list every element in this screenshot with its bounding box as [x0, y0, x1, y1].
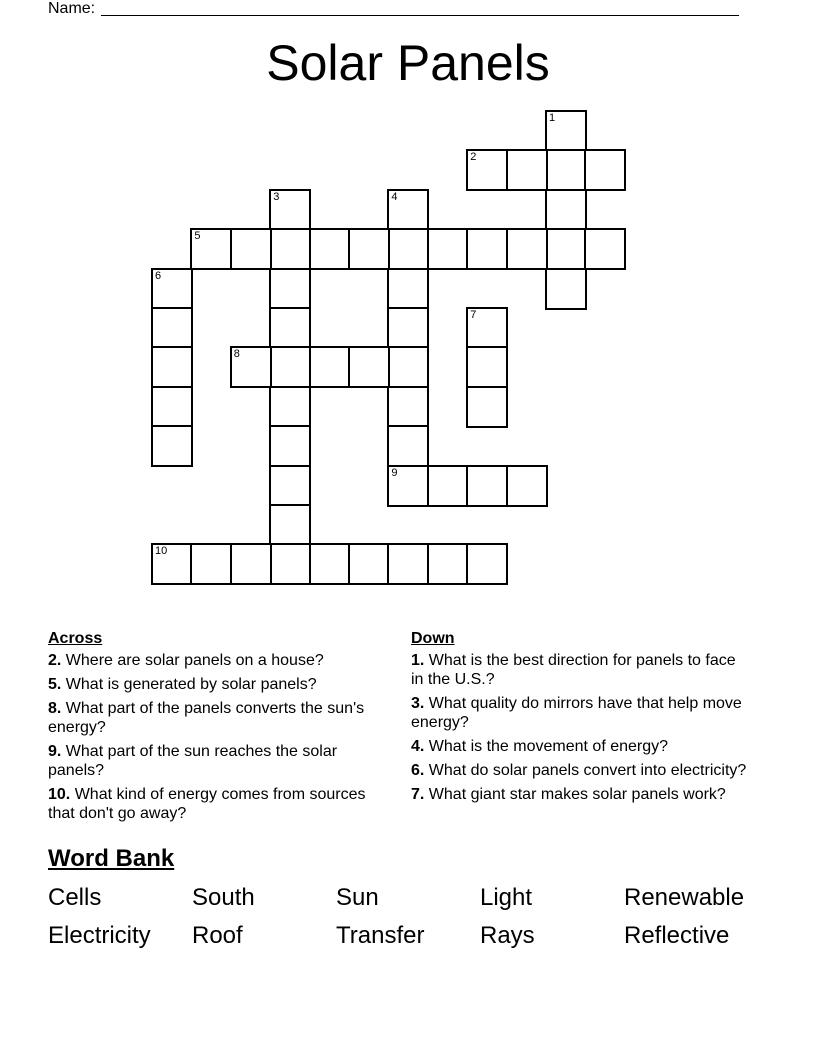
clue-number: 6.: [411, 762, 425, 779]
word-bank-word: Sun: [336, 884, 379, 911]
crossword-cell[interactable]: [545, 189, 587, 231]
word-bank-word: Renewable: [624, 884, 745, 911]
crossword-cell[interactable]: [584, 228, 626, 270]
crossword-cell[interactable]: [151, 386, 193, 428]
crossword-cell[interactable]: [387, 346, 429, 388]
cell-number: 5: [194, 230, 201, 243]
clue-across-10: [48, 785, 383, 823]
crossword-cell[interactable]: [387, 307, 429, 349]
word-bank-word: Rays: [480, 922, 535, 949]
crossword-cell[interactable]: [230, 543, 272, 585]
crossword-cell[interactable]: [545, 110, 587, 152]
cell-number: 6: [155, 269, 162, 282]
word-bank-word: South: [192, 884, 255, 911]
crossword-cell[interactable]: [545, 228, 587, 270]
crossword-cell[interactable]: [230, 228, 272, 270]
clue-down-6: [411, 761, 751, 780]
across-clues: [48, 629, 383, 828]
across-heading: Across: [48, 630, 103, 647]
clue-number: 8.: [48, 700, 62, 717]
crossword-cell[interactable]: [387, 228, 429, 270]
crossword-cell[interactable]: [190, 543, 232, 585]
crossword-cell[interactable]: [348, 346, 390, 388]
crossword-cell[interactable]: [269, 504, 311, 546]
crossword-cell[interactable]: [466, 543, 508, 585]
crossword-cell[interactable]: [387, 268, 429, 310]
cell-number: 4: [391, 190, 398, 203]
word-bank-title: Word Bank: [48, 845, 175, 872]
clue-number: 3.: [411, 695, 425, 712]
name-label: Name:: [48, 0, 96, 17]
crossword-cell[interactable]: [269, 189, 311, 231]
crossword-cell[interactable]: [269, 425, 311, 467]
crossword-cell[interactable]: [309, 543, 351, 585]
crossword-cell[interactable]: [269, 346, 311, 388]
crossword-cell[interactable]: [269, 307, 311, 349]
crossword-cell[interactable]: [427, 228, 469, 270]
crossword-cell[interactable]: [545, 268, 587, 310]
clue-number: 9.: [48, 743, 62, 760]
clue-text: Where are solar panels on a house?: [65, 652, 324, 669]
crossword-cell[interactable]: [230, 346, 272, 388]
crossword-cell[interactable]: [269, 386, 311, 428]
clue-text: What is generated by solar panels?: [65, 676, 317, 693]
crossword-cell[interactable]: [584, 149, 626, 191]
crossword-cell[interactable]: [506, 149, 548, 191]
crossword-cell[interactable]: [387, 543, 429, 585]
clue-number: 2.: [48, 652, 62, 669]
crossword-cell[interactable]: [348, 543, 390, 585]
crossword-cell[interactable]: [269, 268, 311, 310]
crossword-cell[interactable]: [427, 543, 469, 585]
clue-number: 5.: [48, 676, 62, 693]
word-bank-word: Transfer: [336, 922, 425, 949]
down-clues: [411, 629, 751, 809]
word-bank-word: Light: [480, 884, 533, 911]
clue-down-1: [411, 651, 751, 689]
crossword-cell[interactable]: [151, 543, 193, 585]
word-bank-word: Reflective: [624, 922, 730, 949]
crossword-cell[interactable]: [151, 425, 193, 467]
clue-down-3: [411, 694, 751, 732]
crossword-cell[interactable]: [466, 346, 508, 388]
crossword-cell[interactable]: [545, 149, 587, 191]
clue-down-7: [411, 785, 751, 804]
crossword-cell[interactable]: [466, 149, 508, 191]
clue-across-9: [48, 742, 383, 780]
crossword-cell[interactable]: [387, 425, 429, 467]
word-bank-word: Electricity: [48, 922, 151, 949]
crossword-cell[interactable]: [387, 465, 429, 507]
crossword-cell[interactable]: [190, 228, 232, 270]
crossword-cell[interactable]: [309, 346, 351, 388]
clue-number: 1.: [411, 652, 425, 669]
crossword-cell[interactable]: [151, 346, 193, 388]
down-heading: Down: [411, 630, 455, 647]
clue-text: What part of the sun reaches the solar panels?: [48, 743, 338, 779]
crossword-cell[interactable]: [269, 228, 311, 270]
crossword-cell[interactable]: [466, 465, 508, 507]
crossword-cell[interactable]: [387, 386, 429, 428]
crossword-cell[interactable]: [348, 228, 390, 270]
crossword-cell[interactable]: [466, 386, 508, 428]
crossword-cell[interactable]: [506, 228, 548, 270]
clue-text: What giant star makes solar panels work?: [428, 786, 726, 803]
clue-text: What part of the panels converts the sun's energy?: [48, 700, 365, 736]
clue-number: 10.: [48, 786, 71, 803]
word-bank-word: Roof: [192, 922, 243, 949]
clue-across-5: [48, 675, 383, 694]
clue-text: What do solar panels convert into electricity?: [428, 762, 747, 779]
crossword-cell[interactable]: [269, 465, 311, 507]
clue-across-2: [48, 651, 383, 670]
crossword-cell[interactable]: [466, 307, 508, 349]
cell-number: 8: [233, 348, 240, 361]
cell-number: 10: [155, 545, 168, 558]
cell-number: 1: [549, 112, 556, 124]
clue-number: 7.: [411, 786, 425, 803]
crossword-cell[interactable]: [466, 228, 508, 270]
crossword-cell[interactable]: [387, 189, 429, 231]
word-bank-word: Cells: [48, 884, 102, 911]
clue-number: 4.: [411, 738, 425, 755]
crossword-cell[interactable]: [269, 543, 311, 585]
clue-text: What is the best direction for panels to face in the U.S.?: [411, 652, 736, 688]
cell-number: 9: [391, 466, 398, 479]
crossword-cell[interactable]: [309, 228, 351, 270]
cell-number: 7: [470, 309, 477, 321]
clue-down-4: [411, 737, 751, 756]
clue-text: What kind of energy comes from sources that don't go away?: [48, 786, 366, 822]
clue-across-8: [48, 699, 383, 737]
page-title: Solar Panels: [266, 35, 550, 91]
crossword-cell[interactable]: [151, 268, 193, 310]
crossword-cell[interactable]: [151, 307, 193, 349]
crossword-cell[interactable]: [506, 465, 548, 507]
crossword-cell[interactable]: [427, 465, 469, 507]
cell-number: 2: [470, 151, 477, 164]
clue-text: What quality do mirrors have that help move energy?: [411, 695, 742, 731]
clue-text: What is the movement of energy?: [428, 738, 669, 755]
cell-number: 3: [273, 190, 280, 203]
